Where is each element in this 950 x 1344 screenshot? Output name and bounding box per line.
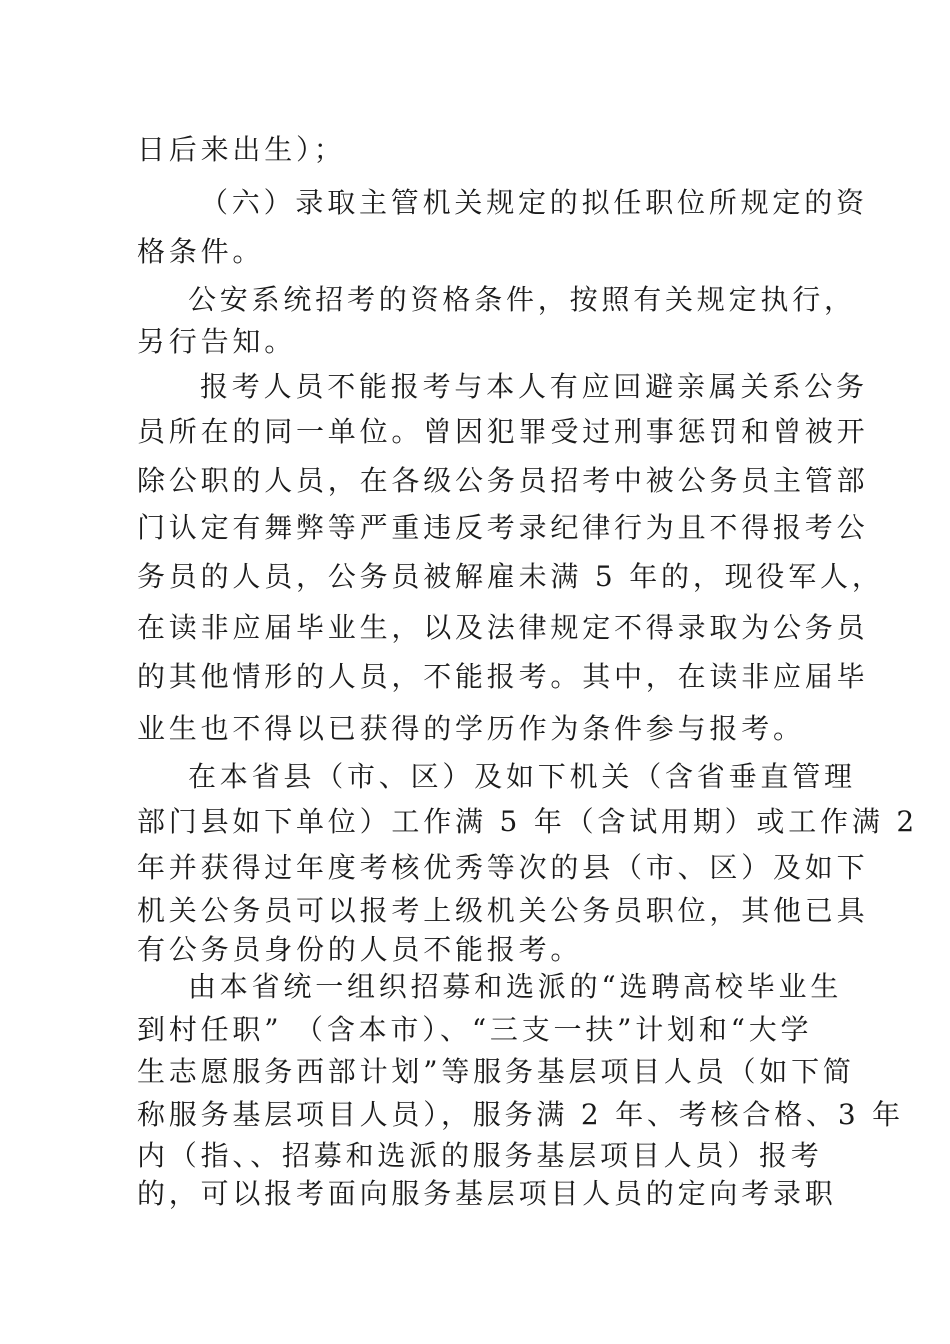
paragraph-line-20: 到村任职” （含本市）、“三支一扶”计划和“大学 [137, 1013, 813, 1046]
paragraph-line-13: 业生也不得以已获得的学历作为条件参与报考。 [137, 712, 805, 745]
paragraph-line-10: 务员的人员，公务员被解雇未满 5 年的，现役军人， [137, 560, 884, 593]
paragraph-line-1: 日后来出生）； [137, 133, 346, 166]
paragraph-line-18: 有公务员身份的人员不能报考。 [137, 933, 583, 966]
paragraph-line-19: 由本省统一组织招募和选派的“选聘高校毕业生 [188, 970, 843, 1003]
paragraph-line-14: 在本省县（市、区）及如下机关（含省垂直管理 [188, 760, 856, 793]
paragraph-line-8: 除公职的人员，在各级公务员招考中被公务员主管部 [137, 464, 869, 497]
paragraph-line-24: 的，可以报考面向服务基层项目人员的定向考录职 [137, 1177, 837, 1210]
paragraph-line-11: 在读非应届毕业生，以及法律规定不得录取为公务员 [137, 611, 869, 644]
paragraph-line-7: 员所在的同一单位。曾因犯罪受过刑事惩罚和曾被开 [137, 415, 869, 448]
paragraph-line-6: 报考人员不能报考与本人有应回避亲属关系公务 [200, 370, 868, 403]
paragraph-line-17: 机关公务员可以报考上级机关公务员职位，其他已具 [137, 894, 869, 927]
paragraph-line-21: 生志愿服务西部计划”等服务基层项目人员（如下简 [137, 1055, 855, 1088]
paragraph-line-12: 的其他情形的人员，不能报考。其中，在读非应届毕 [137, 660, 869, 693]
paragraph-line-16: 年并获得过年度考核优秀等次的县（市、区）及如下 [137, 851, 869, 884]
paragraph-line-15: 部门县如下单位）工作满 5 年（含试用期）或工作满 2 [137, 805, 918, 838]
paragraph-line-4: 公安系统招考的资格条件，按照有关规定执行， [188, 283, 856, 316]
paragraph-line-22: 称服务基层项目人员），服务满 2 年、考核合格、3 年 [137, 1098, 904, 1131]
paragraph-line-23: 内（指、、招募和选派的服务基层项目人员）报考 [137, 1139, 823, 1172]
paragraph-line-2: （六）录取主管机关规定的拟任职位所规定的资 [200, 186, 868, 219]
paragraph-line-5: 另行告知。 [137, 325, 297, 358]
paragraph-line-9: 门认定有舞弊等严重违反考录纪律行为且不得报考公 [137, 511, 869, 544]
paragraph-line-3: 格条件。 [137, 235, 265, 268]
